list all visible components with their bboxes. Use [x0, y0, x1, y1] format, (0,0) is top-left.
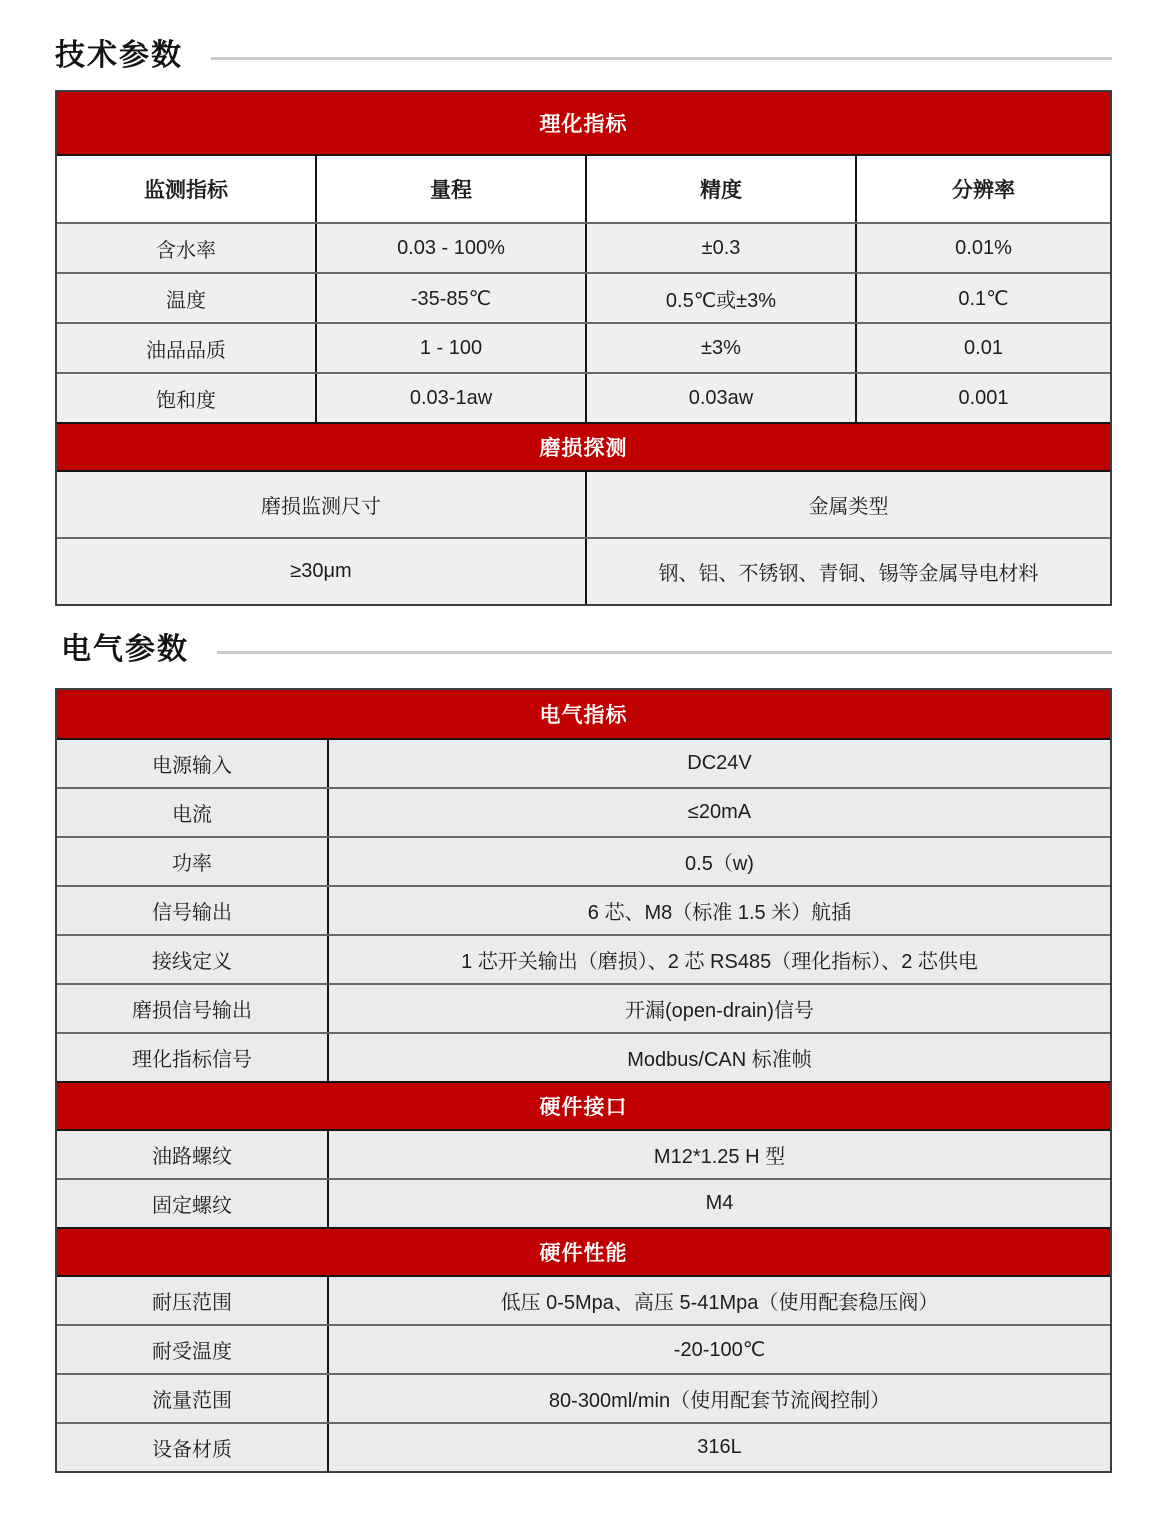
table-row [57, 322, 1110, 372]
param-value-cell: 开漏(open-drain)信号 [327, 985, 1110, 1032]
table-row [57, 787, 1110, 836]
table-row [57, 222, 1110, 272]
table-row [57, 885, 1110, 934]
param-value-cell: 80-300ml/min（使用配套节流阀控制） [327, 1375, 1110, 1422]
table-row [57, 1277, 1110, 1324]
section-band-wear-detection: 磨损探测 [57, 422, 1110, 472]
indicator-cell: 温度 [166, 289, 206, 312]
range-cell: 1 - 100 [315, 324, 585, 372]
table-row [57, 372, 1110, 422]
param-label-cell: 电流 [172, 804, 212, 826]
accuracy-cell: ±0.3 [585, 224, 855, 272]
electrical-params-title-row [55, 632, 1112, 668]
table-row [57, 740, 1110, 787]
param-label-cell: 磨损信号输出 [132, 1000, 252, 1022]
param-label-cell: 流量范围 [152, 1390, 232, 1412]
table-header-cell: 精度 [585, 156, 855, 222]
electrical-params-title: 电气参数 [61, 633, 189, 666]
table-header-cell: 分辨率 [855, 156, 1110, 222]
table-row [57, 1373, 1110, 1422]
param-label-cell: 油路螺纹 [152, 1146, 232, 1168]
table-row [57, 1324, 1110, 1373]
electrical-table [55, 688, 1112, 1473]
section-band-hardware-interface: 硬件接口 [57, 1081, 1110, 1131]
technical-params-title-row [55, 38, 1112, 74]
param-value-cell: DC24V [327, 740, 1110, 787]
resolution-cell: 0.01 [855, 324, 1110, 372]
indicator-cell: 油品品质 [146, 339, 226, 362]
technical-params-title: 技术参数 [55, 39, 183, 72]
table-row [57, 983, 1110, 1032]
param-label-cell: 固定螺纹 [152, 1195, 232, 1217]
param-value-cell: -20-100℃ [327, 1326, 1110, 1373]
metal-type-value-cell: 钢、铝、不锈钢、青铜、锡等金属导电材料 [585, 539, 1110, 604]
param-value-cell: Modbus/CAN 标准帧 [327, 1034, 1110, 1081]
param-value-cell: M12*1.25 H 型 [327, 1131, 1110, 1178]
accuracy-cell: 0.5℃或±3% [585, 274, 855, 322]
param-value-cell: ≤20mA [327, 789, 1110, 836]
param-value-cell: 6 芯、M8（标准 1.5 米）航插 [327, 887, 1110, 934]
param-label-cell: 电源输入 [152, 755, 232, 777]
metal-type-label-cell: 金属类型 [585, 472, 1110, 537]
param-label-cell: 理化指标信号 [132, 1049, 252, 1071]
table-row [57, 1178, 1110, 1227]
section-band-electrical: 电气指标 [57, 690, 1110, 740]
range-cell: 0.03-1aw [315, 374, 585, 422]
wear-size-label-cell: 磨损监测尺寸 [261, 496, 381, 518]
table-row [57, 934, 1110, 983]
param-label-cell: 功率 [172, 853, 212, 875]
param-value-cell: 1 芯开关输出（磨损）、2 芯 RS485（理化指标）、2 芯供电 [327, 936, 1110, 983]
table-row [57, 1131, 1110, 1178]
param-value-cell: 低压 0-5Mpa、高压 5-41Mpa（使用配套稳压阀） [327, 1277, 1110, 1324]
table-row [57, 1032, 1110, 1081]
param-label-cell: 接线定义 [152, 951, 232, 973]
param-label-cell: 信号输出 [152, 902, 232, 924]
table-row [57, 1422, 1110, 1471]
param-label-cell: 耐压范围 [152, 1292, 232, 1314]
table-header-cell: 监测指标 [144, 179, 228, 202]
range-cell: 0.03 - 100% [315, 224, 585, 272]
indicator-cell: 饱和度 [156, 389, 216, 412]
title-rule [217, 651, 1112, 654]
table-header-row [57, 156, 1110, 222]
table-row [57, 472, 1110, 537]
resolution-cell: 0.001 [855, 374, 1110, 422]
section-band-physicochemical: 理化指标 [57, 92, 1110, 156]
param-label-cell: 耐受温度 [152, 1341, 232, 1363]
table-row [57, 836, 1110, 885]
param-value-cell: 316L [327, 1424, 1110, 1471]
table-row [57, 537, 1110, 604]
table-header-cell: 量程 [315, 156, 585, 222]
param-value-cell: 0.5（w) [327, 838, 1110, 885]
section-band-hardware-performance: 硬件性能 [57, 1227, 1110, 1277]
param-label-cell: 设备材质 [152, 1439, 232, 1461]
title-rule [211, 57, 1112, 60]
wear-size-value-cell: ≥30μm [290, 560, 352, 582]
table-row [57, 272, 1110, 322]
resolution-cell: 0.1℃ [855, 274, 1110, 322]
range-cell: -35-85℃ [315, 274, 585, 322]
accuracy-cell: ±3% [585, 324, 855, 372]
indicator-cell: 含水率 [156, 239, 216, 262]
accuracy-cell: 0.03aw [585, 374, 855, 422]
physicochemical-table [55, 90, 1112, 606]
param-value-cell: M4 [327, 1180, 1110, 1227]
resolution-cell: 0.01% [855, 224, 1110, 272]
